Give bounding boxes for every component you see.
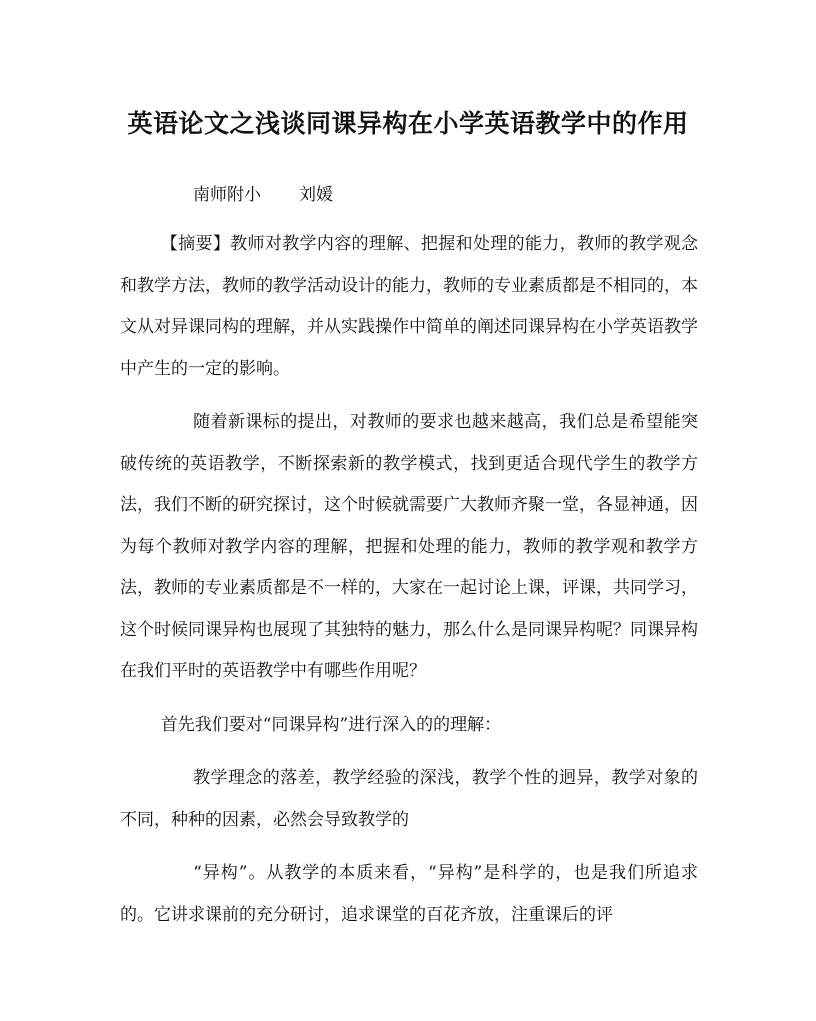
abstract-text: 教师对教学内容的理解、把握和处理的能力，教师的教学观念和教学方法，教师的教学活动设计的能力，教师的专业素质都是不相同的，本文从对异课同构的理解，并从实践操作中简单的阐述同课异构在小学英语教学中产生的一定的影响。	[120, 234, 699, 379]
author-name: 刘媛	[299, 185, 333, 205]
abstract-label: 【摘要】	[160, 234, 231, 254]
abstract-paragraph	[120, 224, 698, 390]
body-paragraph-3: 教学理念的落差，教学经验的深浅，教学个性的迥异，教学对象的不同，种种的因素，必然会导致教学的	[120, 768, 698, 830]
body-paragraph-4: “异构”。从教学的本质来看，“异构”是科学的，也是我们所追求的。它讲求课前的充分研讨，追求课堂的百花齐放，注重课后的评	[120, 863, 698, 925]
body-paragraph-1: 随着新课标的提出，对教师的要求也越来越高，我们总是希望能突破传统的英语教学，不断探索新的教学模式，找到更适合现代学生的教学方法，我们不断的研究探讨，这个时候就需要广大教师齐聚一堂，各显神通，因为每个教师对教学内容的理解，把握和处理的能力，教师的教学观和教学方法，教师的专业素质都是不一样的，大家在一起讨论上课，评课，共同学习，这个时候同课异构也展现了其独特的魅力，那么什么是同课异构呢？同课异构在我们平时的英语教学中有哪些作用呢？	[120, 412, 698, 681]
author-line	[193, 180, 333, 210]
author-school: 南师附小	[193, 185, 261, 205]
document-title: 英语论文之浅谈同课异构在小学英语教学中的作用	[127, 109, 689, 138]
document-body	[120, 224, 698, 936]
body-paragraph-2: 首先我们要对“同课异构”进行深入的的理解：	[160, 714, 502, 735]
